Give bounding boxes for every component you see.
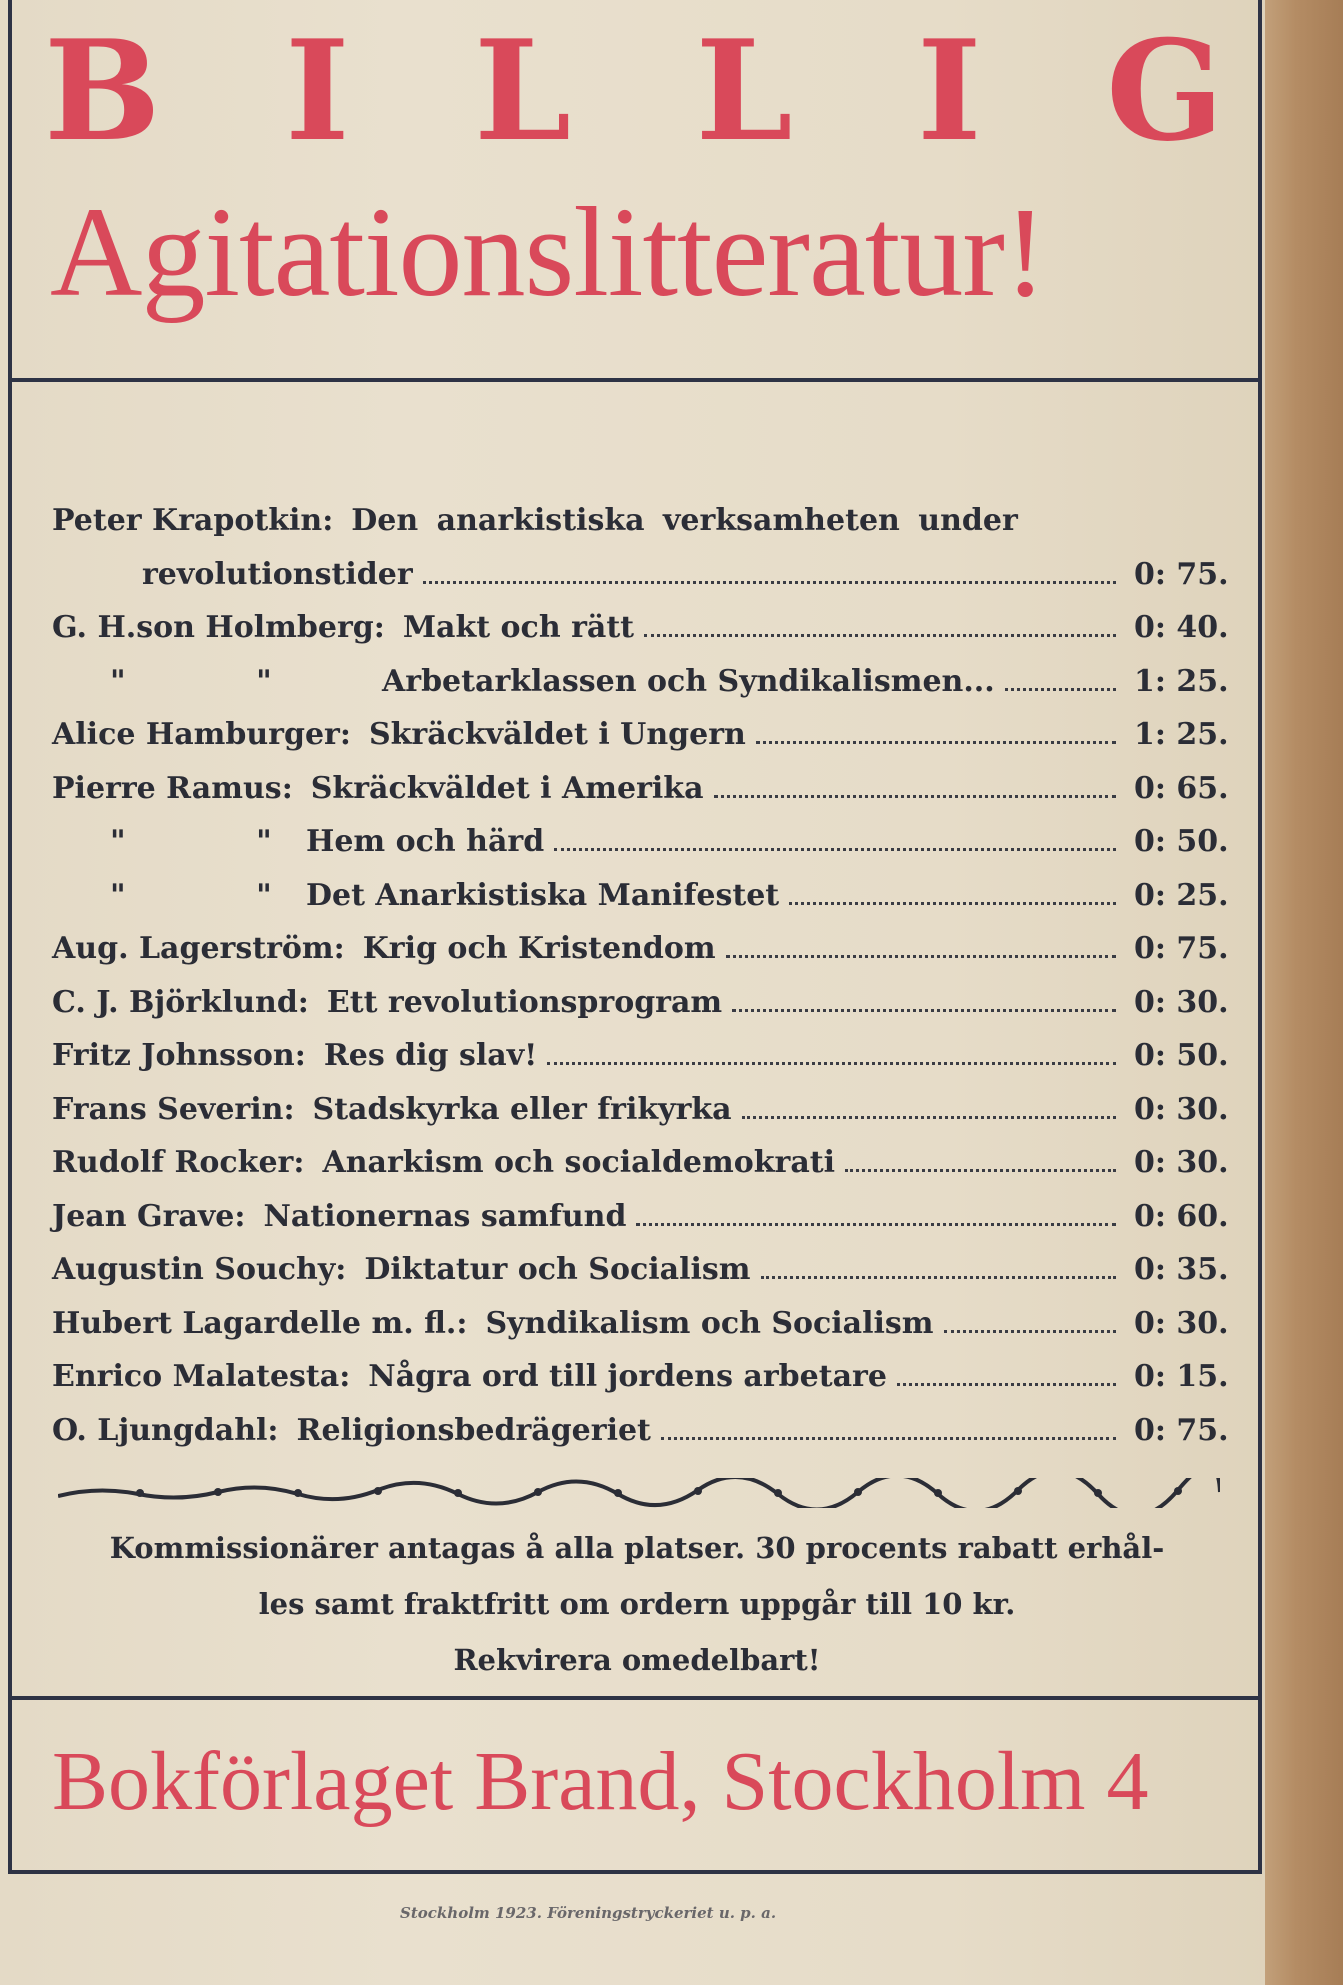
heading-letter: I [917,9,982,172]
catalog-row [52,1136,1229,1190]
bottom-divider [8,1696,1262,1700]
catalog-title: Arbetarklassen och Syndikalismen... [382,663,995,699]
book-spine-edge [1265,0,1343,1985]
ornamental-divider [58,1478,1220,1508]
catalog-author: Pierre Ramus: [52,770,293,806]
catalog-price: 0: 60. [1134,1198,1229,1234]
catalog-row [52,1404,1229,1458]
catalog-row [52,922,1229,976]
catalog-author: O. Ljungdahl: [52,1412,279,1448]
catalog-title: Hem och härd [306,824,545,859]
catalog-price: 0: 30. [1134,1145,1229,1180]
dot-leader [789,902,1116,905]
catalog-author: Fritz Johnsson: [52,1038,306,1073]
catalog-row [52,869,1229,923]
catalog-price: 0: 75. [1134,1412,1229,1448]
catalog-price: 0: 30. [1134,984,1229,1020]
heading-letter: G [1106,9,1224,172]
catalog-title: Skräckväldet i Amerika [310,770,704,806]
notice-line: Rekvirera omedelbart! [453,1643,821,1677]
catalog-title: Religionsbedrägeriet [296,1412,651,1448]
dot-leader [1005,688,1116,691]
heading-letter: L [474,9,572,172]
heading-billig [44,9,1224,172]
catalog-title: Nationernas samfund [263,1198,627,1234]
catalog-price: 0: 75. [1134,931,1229,966]
catalog-author: Frans Severin: [52,1091,295,1127]
dot-leader [644,634,1116,637]
catalog-row [52,655,1229,709]
catalog-title: revolutionstider [142,556,413,592]
catalog-title: Några ord till jordens arbetare [368,1359,887,1394]
catalog-row [52,1083,1229,1137]
catalog-row [52,708,1229,762]
catalog-row [52,1029,1229,1083]
dot-leader [547,1062,1116,1065]
catalog-title: Krig och Kristendom [362,931,716,966]
catalog-author: G. H.son Holmberg: [52,610,385,645]
catalog-author: Hubert Lagardelle m. fl.: [52,1305,468,1341]
heading-subtitle: Agitationslitteratur! [50,181,1046,323]
catalog-author: Enrico Malatesta: [52,1359,351,1394]
catalog-author: Jean Grave: [52,1198,246,1234]
dot-leader [845,1169,1116,1172]
heading-letter: L [695,9,793,172]
catalog-row [52,1350,1229,1404]
catalog-title: Diktatur och Socialism [364,1252,751,1287]
catalog-price: 0: 25. [1134,877,1229,913]
catalog-author: Alice Hamburger: [52,717,351,752]
catalog-author: " " [110,824,332,859]
catalog-row [52,976,1229,1030]
catalog-author: Aug. Lagerström: [52,931,345,966]
catalog-price: 0: 40. [1134,610,1229,645]
catalog-title: Ett revolutionsprogram [326,984,723,1020]
catalog-author: C. J. Björklund: [52,984,309,1020]
catalog-author: " " [110,663,332,699]
dot-leader [661,1437,1116,1440]
catalog-row [52,601,1229,655]
dot-leader [714,795,1116,798]
catalog-price: 0: 75. [1134,556,1229,592]
catalog-title: Anarkism och socialdemokrati [322,1145,836,1180]
catalog-row [52,548,1229,602]
top-divider [8,378,1262,382]
catalog-title: Skräckväldet i Ungern [368,717,746,752]
dot-leader [732,1009,1116,1012]
catalog-price: 1: 25. [1134,663,1229,699]
printer-imprint: Stockholm 1923. Föreningstryckeriet u. p. a. [400,1904,777,1922]
notice-line: Kommissionärer antagas å alla platser. 30 procents rabatt erhål- [109,1531,1165,1565]
catalog-title: Det Anarkistiska Manifestet [306,877,780,913]
heading-letter: I [285,9,350,172]
catalog-price: 0: 35. [1134,1252,1229,1287]
catalog-price: 0: 15. [1134,1359,1229,1394]
heading-letter: B [44,9,161,172]
dot-leader [761,1276,1116,1279]
catalog-price: 0: 50. [1134,824,1229,859]
catalog-title: Res dig slav! [323,1038,538,1073]
dot-leader [944,1330,1116,1333]
notice-line: les samt fraktfritt om ordern uppgår till 10 kr. [258,1587,1016,1621]
dot-leader [554,848,1116,851]
catalog-price: 0: 30. [1134,1305,1229,1341]
catalog-row [52,762,1229,816]
catalog-title: Den anarkistiska verksamheten under [351,503,1018,538]
catalog-row [52,494,1224,548]
catalog-row [52,1297,1229,1351]
catalog-author: Augustin Souchy: [52,1252,347,1287]
catalog-author: Rudolf Rocker: [52,1145,305,1180]
book-catalog-list [52,494,1229,1457]
catalog-row [52,815,1229,869]
publisher-name: Bokförlaget Brand, Stockholm 4 [52,1735,1149,1828]
dot-leader [742,1116,1116,1119]
dot-leader [756,741,1116,744]
catalog-title: Makt och rätt [402,610,635,645]
catalog-price: 0: 50. [1134,1038,1229,1073]
catalog-price: 1: 25. [1134,717,1229,752]
catalog-title: Syndikalism och Socialism [485,1305,934,1341]
catalog-row [52,1243,1229,1297]
dot-leader [726,955,1116,958]
catalog-price: 0: 30. [1134,1091,1229,1127]
dot-leader [636,1223,1116,1226]
catalog-author: " " [110,877,332,913]
catalog-author: Peter Krapotkin: [52,503,334,538]
catalog-price: 0: 65. [1134,770,1229,806]
dot-leader [897,1383,1116,1386]
commission-notice [52,1520,1222,1688]
catalog-title: Stadskyrka eller frikyrka [312,1091,732,1127]
dot-leader [423,581,1116,584]
catalog-row [52,1190,1229,1244]
